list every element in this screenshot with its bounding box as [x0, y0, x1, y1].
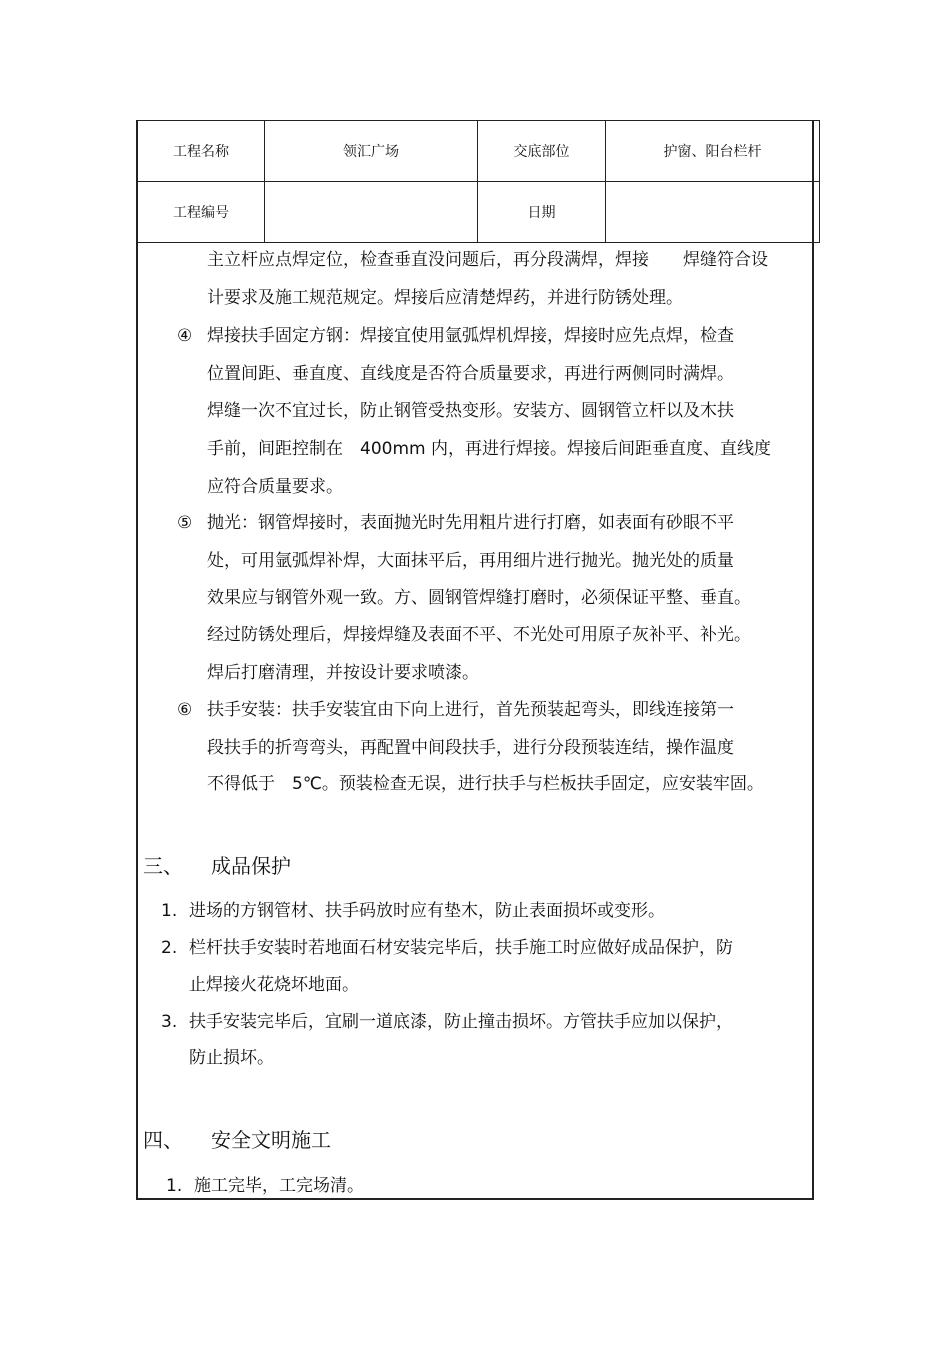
body-line: 焊后打磨清理，并按设计要求喷漆。: [207, 663, 479, 683]
list-marker: 1.: [161, 901, 178, 921]
list-item: 防止损坏。: [189, 1048, 274, 1068]
body-line: 抛光：钢管焊接时，表面抛光时先用粗片进行打磨，如表面有砂眼不平: [207, 513, 734, 533]
list-item: 进场的方钢管材、扶手码放时应有垫木，防止表面损坏或变形。: [189, 901, 665, 921]
list-marker: 2.: [161, 938, 178, 958]
item-marker: ⑥: [177, 700, 193, 720]
section-4-title: 安全文明施工: [211, 1128, 331, 1152]
project-no-label: 工程编号: [137, 182, 265, 243]
project-name-label: 工程名称: [137, 121, 265, 182]
list-item: 扶手安装完毕后，宜刷一道底漆，防止撞击损坏。方管扶手应加以保护，: [189, 1012, 733, 1032]
header-row-2: [137, 182, 820, 243]
header-table: [136, 120, 820, 243]
body-line: 主立杆应点焊定位，检查垂直没问题后，再分段满焊，焊接 焊缝符合设: [207, 250, 768, 270]
list-marker: 3.: [161, 1012, 178, 1032]
date-value: [606, 182, 820, 243]
body-line: 焊接扶手固定方钢：焊接宜使用氩弧焊机焊接，焊接时应先点焊，检查: [207, 326, 734, 346]
body-line: 手前，间距控制在 400mm 内，再进行焊接。焊接后间距垂直度、直线度: [207, 439, 771, 459]
body-line: 焊缝一次不宜过长，防止钢管受热变形。安装方、圆钢管立杆以及木扶: [207, 401, 734, 421]
project-no-value: [265, 182, 478, 243]
location-label: 交底部位: [478, 121, 606, 182]
body-line: 处，可用氩弧焊补焊，大面抹平后，再用细片进行抛光。抛光处的质量: [207, 551, 734, 571]
list-item: 止焊接火花烧坏地面。: [189, 975, 359, 995]
location-value: 护窗、阳台栏杆: [606, 121, 820, 182]
list-item: 施工完毕，工完场清。: [194, 1176, 364, 1196]
body-line: 经过防锈处理后，焊接焊缝及表面不平、不光处可用原子灰补平、补光。: [207, 625, 751, 645]
section-4-number: 四、: [143, 1128, 183, 1152]
section-3-title: 成品保护: [211, 854, 291, 878]
header-row-1: [137, 121, 820, 182]
list-item: 栏杆扶手安装时若地面石材安装完毕后，扶手施工时应做好成品保护，防: [189, 938, 733, 958]
item-marker: ④: [177, 326, 193, 346]
project-name-value: 领汇广场: [265, 121, 478, 182]
list-marker: 1.: [166, 1176, 183, 1196]
document-frame: [136, 120, 814, 1200]
body-line: 不得低于 5℃。预装检查无误，进行扶手与栏板扶手固定，应安装牢固。: [207, 774, 764, 794]
body-line: 段扶手的折弯弯头，再配置中间段扶手，进行分段预装连结，操作温度: [207, 738, 734, 758]
body-line: 扶手安装：扶手安装宜由下向上进行，首先预装起弯头，即线连接第一: [207, 700, 734, 720]
body-line: 位置间距、垂直度、直线度是否符合质量要求，再进行两侧同时满焊。: [207, 364, 734, 384]
body-line: 计要求及施工规范规定。焊接后应清楚焊药，并进行防锈处理。: [207, 288, 683, 308]
section-3-number: 三、: [143, 854, 183, 878]
item-marker: ⑤: [177, 513, 193, 533]
body-line: 应符合质量要求。: [207, 477, 343, 497]
date-label: 日期: [478, 182, 606, 243]
body-line: 效果应与钢管外观一致。方、圆钢管焊缝打磨时，必须保证平整、垂直。: [207, 588, 751, 608]
